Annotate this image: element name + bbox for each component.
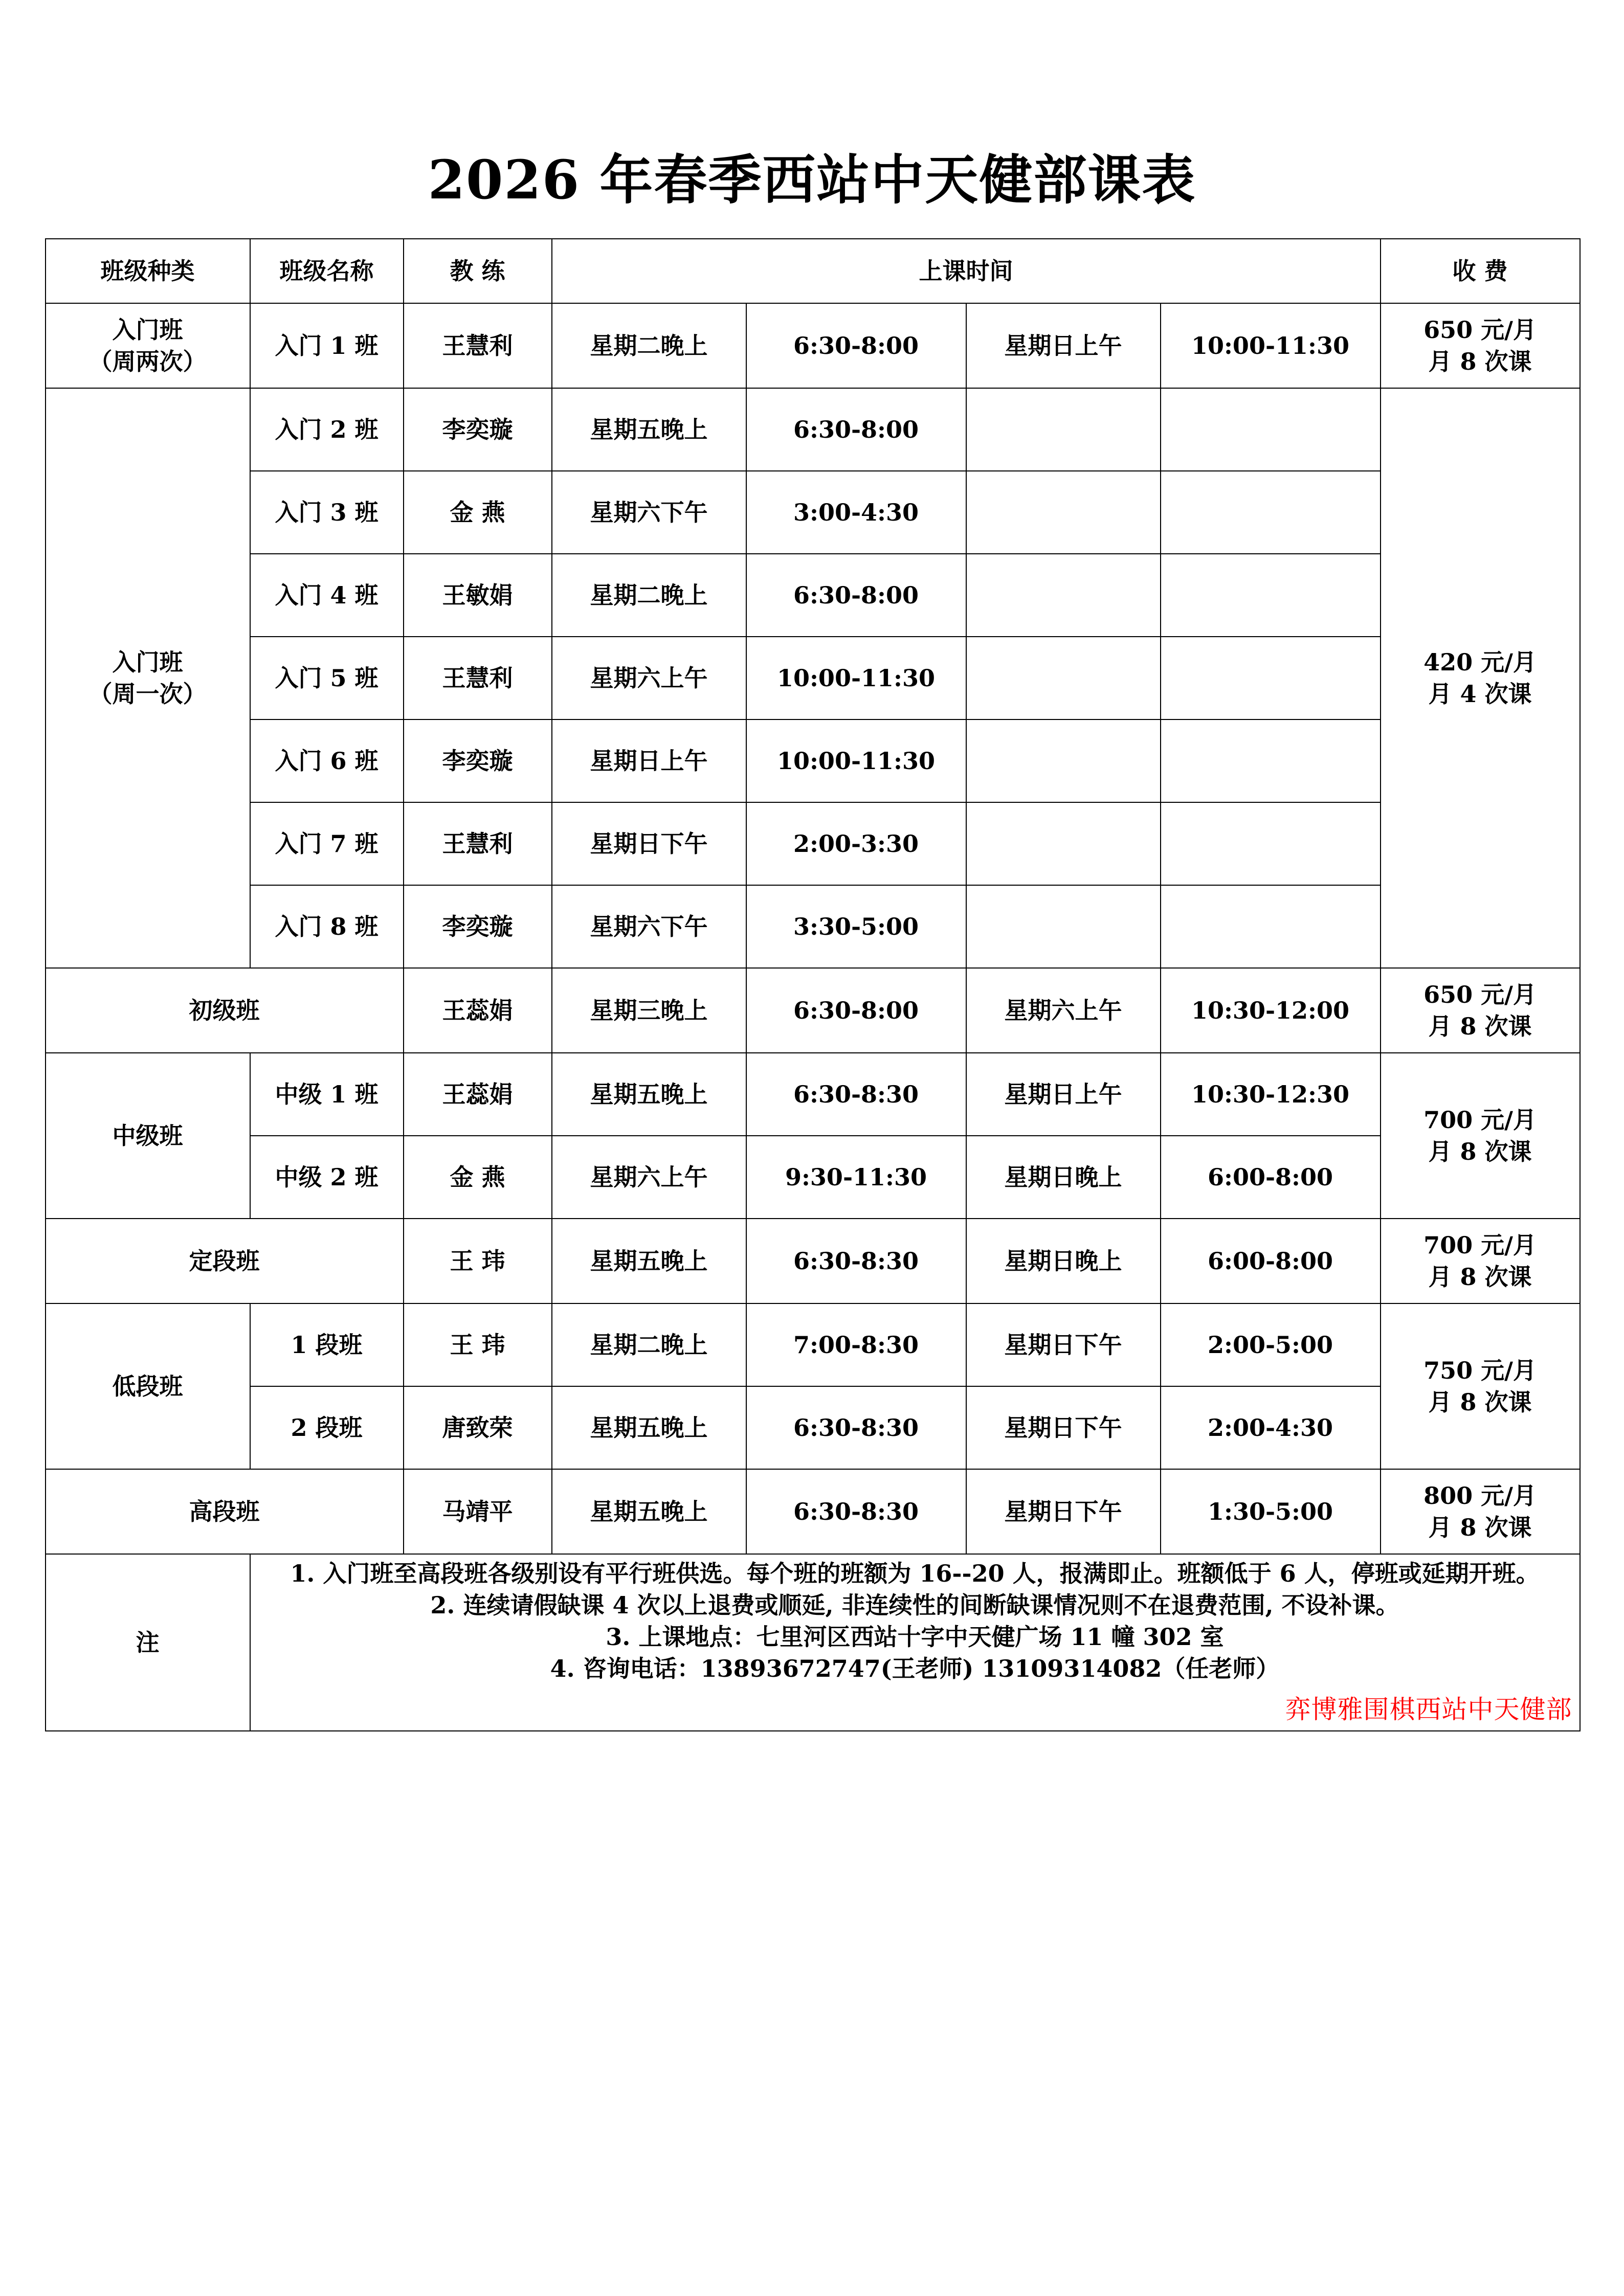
table-row bbox=[46, 1303, 1580, 1386]
class-kind-line1: 入门班 bbox=[112, 648, 183, 676]
class-kind-cell bbox=[46, 303, 250, 388]
day2-cell: 星期日上午 bbox=[966, 303, 1161, 388]
table-row bbox=[46, 637, 1580, 719]
day2-cell bbox=[966, 802, 1161, 885]
header-coach: 教 练 bbox=[404, 239, 552, 303]
time2-cell: 6:00-8:00 bbox=[1161, 1136, 1381, 1219]
fee-line1: 420 元/月 bbox=[1423, 648, 1537, 676]
coach-cell: 王敏娟 bbox=[404, 554, 552, 637]
day1-cell: 星期五晚上 bbox=[552, 1386, 746, 1469]
table-header-row bbox=[46, 239, 1580, 303]
day2-cell bbox=[966, 471, 1161, 554]
table-row bbox=[46, 554, 1580, 637]
day1-cell: 星期六下午 bbox=[552, 471, 746, 554]
time1-cell: 9:30-11:30 bbox=[746, 1136, 966, 1219]
day1-cell: 星期二晚上 bbox=[552, 1303, 746, 1386]
time1-cell: 3:00-4:30 bbox=[746, 471, 966, 554]
class-name-cell: 1 段班 bbox=[250, 1303, 404, 1386]
class-name-cell: 2 段班 bbox=[250, 1386, 404, 1469]
fee-cell bbox=[1381, 1219, 1580, 1303]
day1-cell: 星期日下午 bbox=[552, 802, 746, 885]
class-name-cell: 入门 3 班 bbox=[250, 471, 404, 554]
time1-cell: 6:30-8:00 bbox=[746, 303, 966, 388]
class-name-cell: 入门 6 班 bbox=[250, 719, 404, 802]
coach-cell: 李奕璇 bbox=[404, 719, 552, 802]
table-row bbox=[46, 968, 1580, 1053]
time2-cell bbox=[1161, 719, 1381, 802]
class-name-cell: 入门 7 班 bbox=[250, 802, 404, 885]
coach-cell: 王慧利 bbox=[404, 637, 552, 719]
fee-line1: 750 元/月 bbox=[1423, 1356, 1537, 1384]
time2-cell bbox=[1161, 388, 1381, 471]
coach-cell: 王蕊娟 bbox=[404, 968, 552, 1053]
note-item-1: 1. 入门班至高段班各级别设有平行班供选。每个班的班额为 16--20 人，报满即止。班额低于 6 人，停班或延期开班。 bbox=[290, 1560, 1540, 1587]
day2-cell: 星期日晚上 bbox=[966, 1136, 1161, 1219]
coach-cell: 马靖平 bbox=[404, 1469, 552, 1554]
notes-row bbox=[46, 1554, 1580, 1731]
day2-cell bbox=[966, 637, 1161, 719]
table-row bbox=[46, 802, 1580, 885]
time1-cell: 2:00-3:30 bbox=[746, 802, 966, 885]
day2-cell: 星期日上午 bbox=[966, 1053, 1161, 1136]
coach-cell: 唐致荣 bbox=[404, 1386, 552, 1469]
class-name-cell: 入门 4 班 bbox=[250, 554, 404, 637]
fee-cell bbox=[1381, 1303, 1580, 1469]
class-kind-cell: 中级班 bbox=[46, 1053, 250, 1219]
class-name-cell: 入门 2 班 bbox=[250, 388, 404, 471]
time1-cell: 6:30-8:30 bbox=[746, 1386, 966, 1469]
time2-cell: 2:00-4:30 bbox=[1161, 1386, 1381, 1469]
fee-line2: 月 8 次课 bbox=[1428, 1012, 1532, 1040]
class-kind-cell: 低段班 bbox=[46, 1303, 250, 1469]
time2-cell bbox=[1161, 885, 1381, 968]
fee-cell bbox=[1381, 1053, 1580, 1219]
time1-cell: 3:30-5:00 bbox=[746, 885, 966, 968]
table-row bbox=[46, 1386, 1580, 1469]
fee-line1: 800 元/月 bbox=[1423, 1481, 1537, 1510]
time2-cell: 2:00-5:00 bbox=[1161, 1303, 1381, 1386]
header-class-time: 上课时间 bbox=[552, 239, 1381, 303]
time1-cell: 10:00-11:30 bbox=[746, 637, 966, 719]
fee-line2: 月 8 次课 bbox=[1428, 348, 1532, 375]
time2-cell bbox=[1161, 554, 1381, 637]
coach-cell: 李奕璇 bbox=[404, 388, 552, 471]
day1-cell: 星期日上午 bbox=[552, 719, 746, 802]
coach-cell: 王 玮 bbox=[404, 1303, 552, 1386]
day2-cell: 星期六上午 bbox=[966, 968, 1161, 1053]
course-schedule-table bbox=[45, 238, 1581, 1731]
time1-cell: 6:30-8:30 bbox=[746, 1053, 966, 1136]
class-name-cell: 入门 5 班 bbox=[250, 637, 404, 719]
day1-cell: 星期五晚上 bbox=[552, 1053, 746, 1136]
time2-cell: 6:00-8:00 bbox=[1161, 1219, 1381, 1303]
fee-cell bbox=[1381, 388, 1580, 968]
time2-cell: 10:00-11:30 bbox=[1161, 303, 1381, 388]
day1-cell: 星期五晚上 bbox=[552, 388, 746, 471]
fee-line2: 月 8 次课 bbox=[1428, 1388, 1532, 1416]
note-item-2: 2. 连续请假缺课 4 次以上退费或顺延, 非连续性的间断缺课情况则不在退费范围, 不设补课。 bbox=[430, 1591, 1399, 1619]
day1-cell: 星期三晚上 bbox=[552, 968, 746, 1053]
time1-cell: 6:30-8:00 bbox=[746, 554, 966, 637]
day2-cell bbox=[966, 719, 1161, 802]
fee-line2: 月 8 次课 bbox=[1428, 1138, 1532, 1165]
fee-cell bbox=[1381, 968, 1580, 1053]
day2-cell: 星期日晚上 bbox=[966, 1219, 1161, 1303]
notes-label: 注 bbox=[46, 1554, 250, 1731]
coach-cell: 王慧利 bbox=[404, 303, 552, 388]
time1-cell: 6:30-8:30 bbox=[746, 1219, 966, 1303]
fee-line1: 650 元/月 bbox=[1423, 980, 1537, 1008]
fee-cell bbox=[1381, 303, 1580, 388]
class-name-cell: 入门 1 班 bbox=[250, 303, 404, 388]
day2-cell bbox=[966, 885, 1161, 968]
table-row bbox=[46, 1469, 1580, 1554]
table-row bbox=[46, 1219, 1580, 1303]
coach-cell: 王慧利 bbox=[404, 802, 552, 885]
class-kind-cell bbox=[46, 388, 250, 968]
time2-cell bbox=[1161, 637, 1381, 719]
note-item-3: 3. 上课地点：七里河区西站十字中天健广场 11 幢 302 室 bbox=[606, 1623, 1224, 1651]
coach-cell: 李奕璇 bbox=[404, 885, 552, 968]
table-row bbox=[46, 1136, 1580, 1219]
fee-cell bbox=[1381, 1469, 1580, 1554]
header-class-name: 班级名称 bbox=[250, 239, 404, 303]
coach-cell: 王蕊娟 bbox=[404, 1053, 552, 1136]
day2-cell: 星期日下午 bbox=[966, 1303, 1161, 1386]
class-name-cell: 中级 2 班 bbox=[250, 1136, 404, 1219]
fee-line1: 700 元/月 bbox=[1423, 1106, 1537, 1134]
day2-cell: 星期日下午 bbox=[966, 1469, 1161, 1554]
time1-cell: 6:30-8:30 bbox=[746, 1469, 966, 1554]
table-row bbox=[46, 471, 1580, 554]
class-kind-line1: 入门班 bbox=[112, 316, 183, 344]
time1-cell: 6:30-8:00 bbox=[746, 968, 966, 1053]
table-row bbox=[46, 885, 1580, 968]
coach-cell: 金 燕 bbox=[404, 471, 552, 554]
coach-cell: 金 燕 bbox=[404, 1136, 552, 1219]
table-row bbox=[46, 303, 1580, 388]
class-kind-cell: 初级班 bbox=[46, 968, 404, 1053]
table-row bbox=[46, 1053, 1580, 1136]
fee-line2: 月 8 次课 bbox=[1428, 1514, 1532, 1541]
fee-line2: 月 4 次课 bbox=[1428, 680, 1532, 708]
coach-cell: 王 玮 bbox=[404, 1219, 552, 1303]
day2-cell bbox=[966, 554, 1161, 637]
note-item-4: 4. 咨询电话：13893672747(王老师) 13109314082（任老师） bbox=[550, 1655, 1280, 1683]
class-kind-line2: （周两次） bbox=[88, 348, 207, 375]
day2-cell: 星期日下午 bbox=[966, 1386, 1161, 1469]
time2-cell: 1:30-5:00 bbox=[1161, 1469, 1381, 1554]
header-fee: 收 费 bbox=[1381, 239, 1580, 303]
table-row bbox=[46, 719, 1580, 802]
time1-cell: 7:00-8:30 bbox=[746, 1303, 966, 1386]
day1-cell: 星期二晚上 bbox=[552, 554, 746, 637]
page-title: 2026 年春季西站中天健部课表 bbox=[428, 148, 1196, 211]
time2-cell bbox=[1161, 471, 1381, 554]
day1-cell: 星期六上午 bbox=[552, 637, 746, 719]
fee-line1: 650 元/月 bbox=[1423, 316, 1537, 344]
class-kind-cell: 定段班 bbox=[46, 1219, 404, 1303]
time2-cell bbox=[1161, 802, 1381, 885]
day1-cell: 星期六下午 bbox=[552, 885, 746, 968]
schedule-table-container bbox=[45, 207, 1579, 1731]
time1-cell: 10:00-11:30 bbox=[746, 719, 966, 802]
table-row bbox=[46, 388, 1580, 471]
organization-signature: 弈博雅围棋西站中天健部 bbox=[1285, 1695, 1572, 1725]
class-name-cell: 入门 8 班 bbox=[250, 885, 404, 968]
fee-line2: 月 8 次课 bbox=[1428, 1263, 1532, 1291]
time2-cell: 10:30-12:30 bbox=[1161, 1053, 1381, 1136]
class-kind-line2: （周一次） bbox=[88, 680, 207, 708]
day1-cell: 星期二晚上 bbox=[552, 303, 746, 388]
day1-cell: 星期六上午 bbox=[552, 1136, 746, 1219]
notes-body bbox=[250, 1554, 1580, 1731]
fee-line1: 700 元/月 bbox=[1423, 1231, 1537, 1259]
header-class-kind: 班级种类 bbox=[46, 239, 250, 303]
class-kind-cell: 高段班 bbox=[46, 1469, 404, 1554]
day2-cell bbox=[966, 388, 1161, 471]
day1-cell: 星期五晚上 bbox=[552, 1219, 746, 1303]
time2-cell: 10:30-12:00 bbox=[1161, 968, 1381, 1053]
class-name-cell: 中级 1 班 bbox=[250, 1053, 404, 1136]
time1-cell: 6:30-8:00 bbox=[746, 388, 966, 471]
day1-cell: 星期五晚上 bbox=[552, 1469, 746, 1554]
